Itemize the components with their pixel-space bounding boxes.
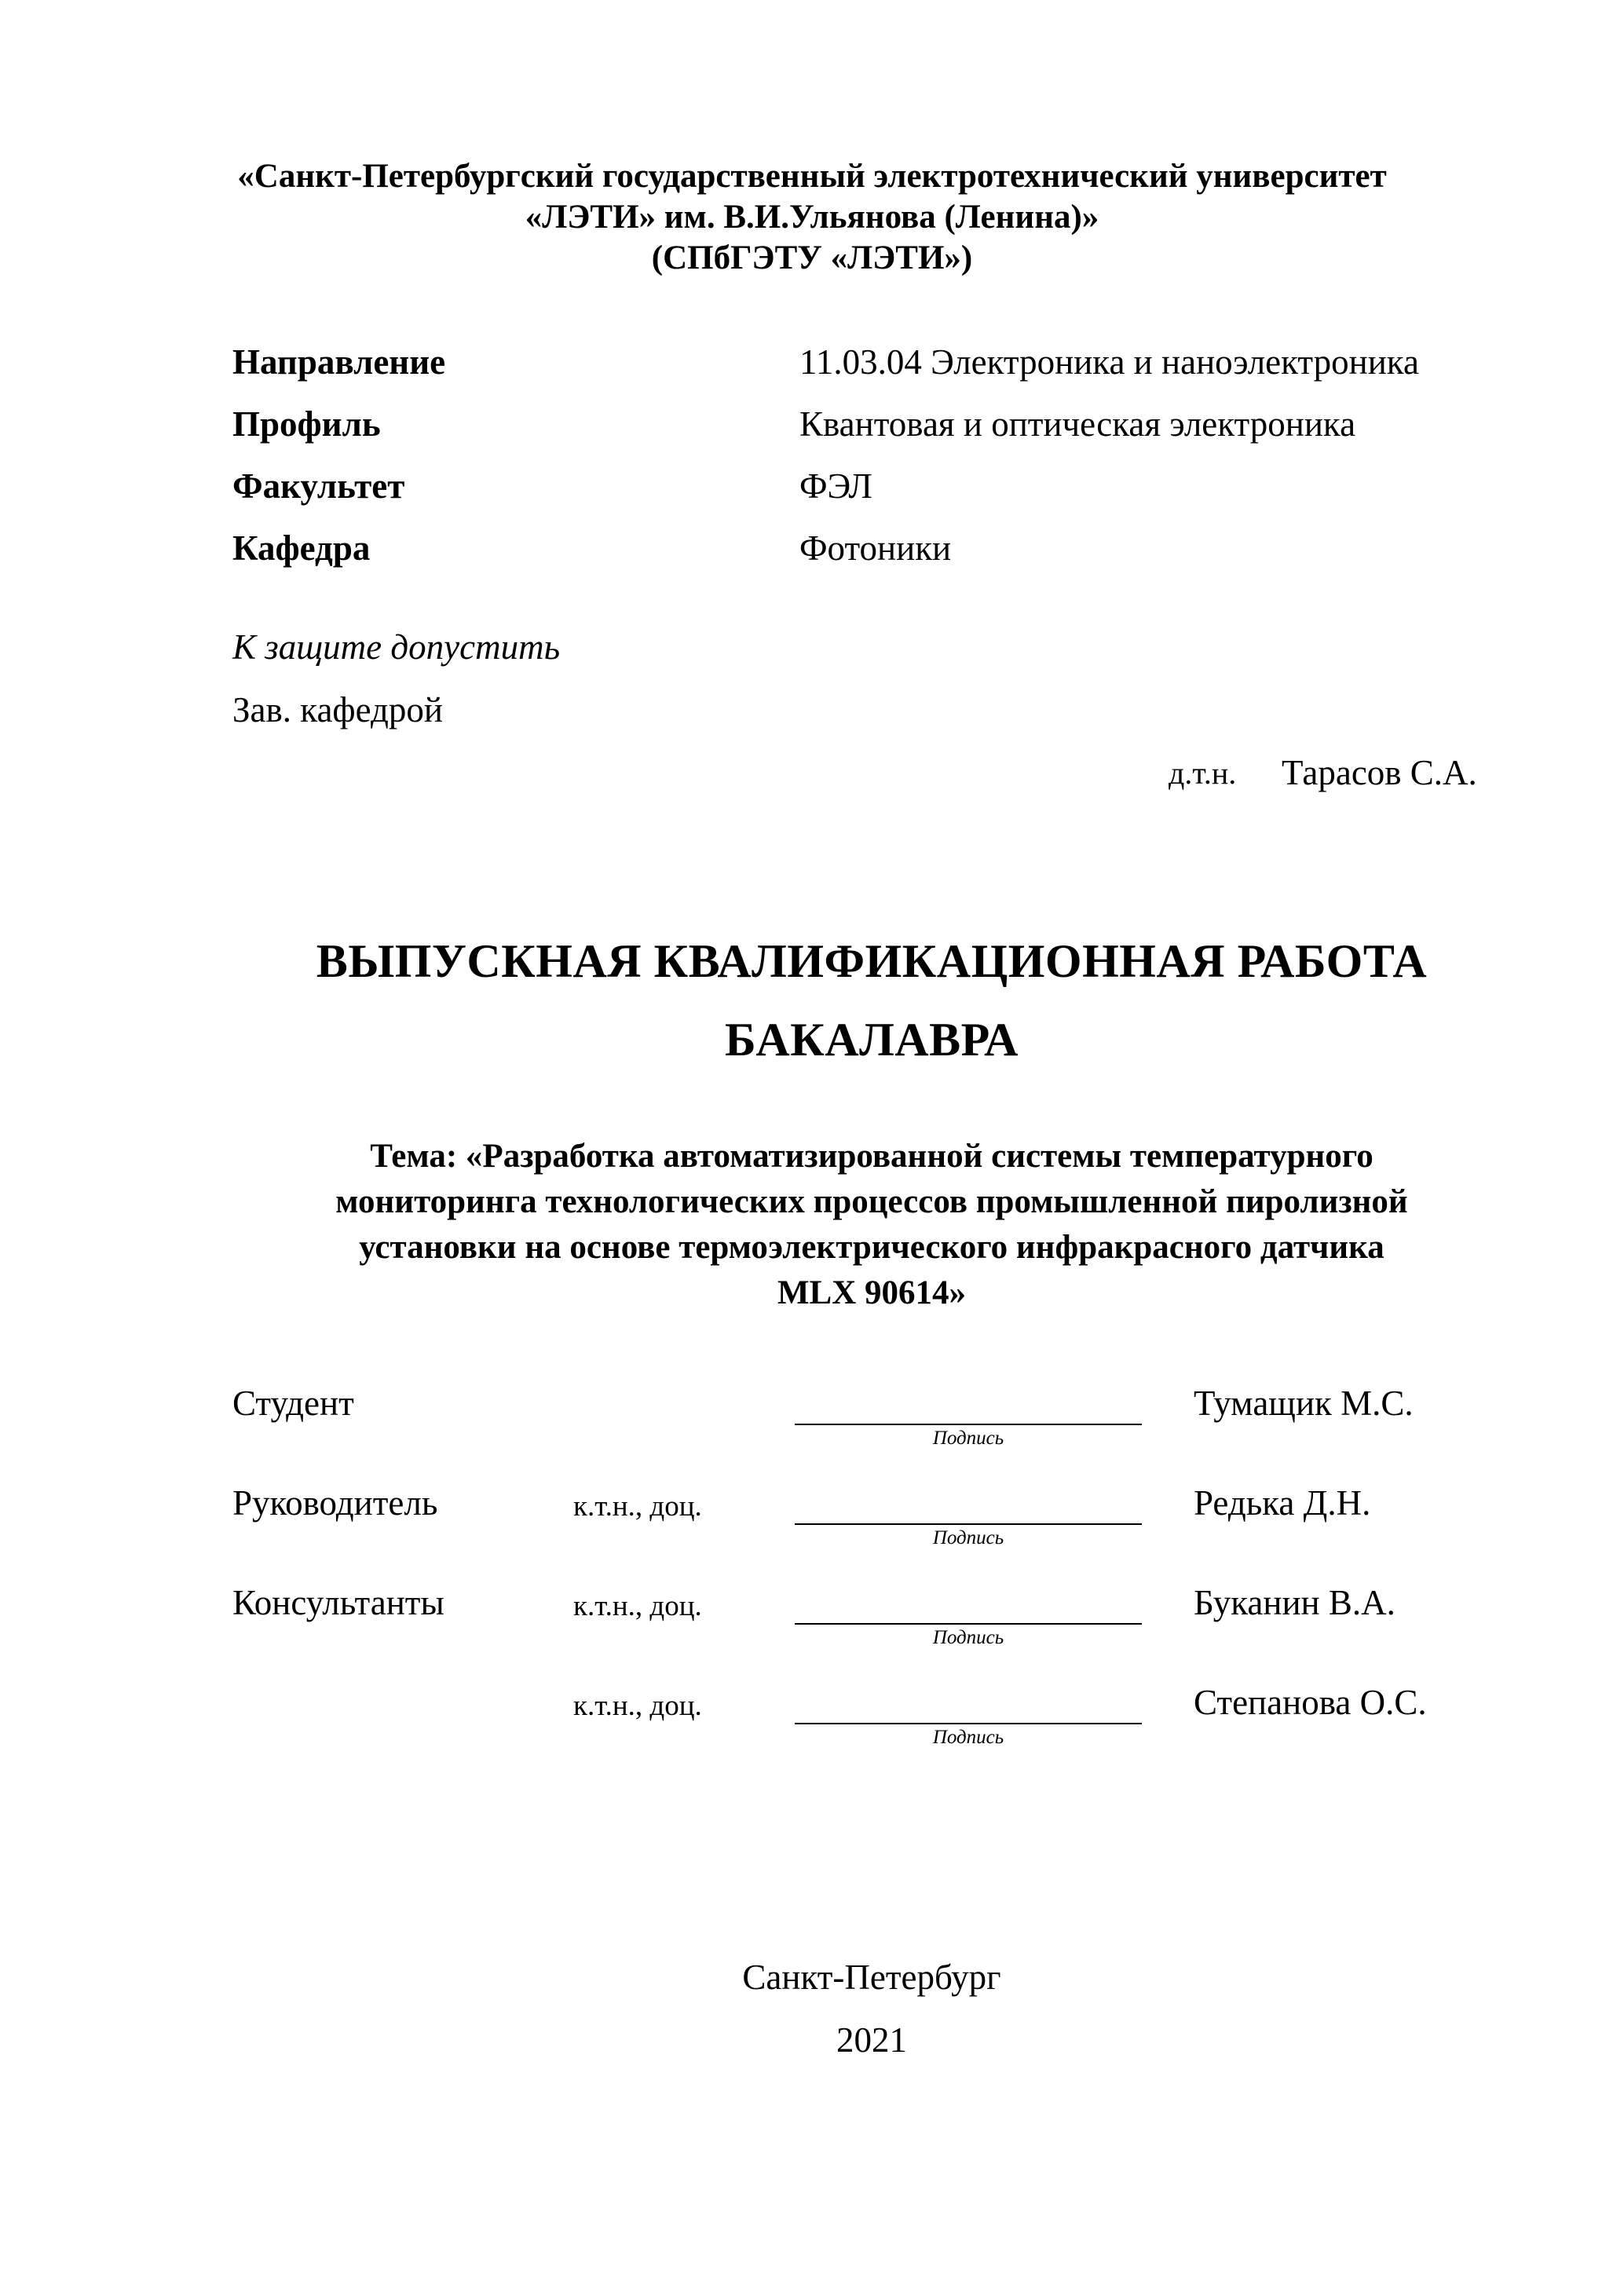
head-name: Тарасов С.А. [1282,753,1477,792]
signature-name-consultant-1: Буканин В.А. [1194,1583,1395,1622]
signature-line-consultant-2 [795,1723,1142,1724]
university-name-line1: «Санкт-Петербургский государственный электротехнический университет [237,158,1387,195]
field-label-direction: Направление [232,342,446,382]
signature-caption-supervisor: Подпись [932,1527,1004,1548]
topic-line3: установки на основе термоэлектрического инфракрасного датчика [359,1229,1384,1266]
topic-line4: MLX 90614» [777,1274,967,1311]
signature-caption-consultant-1: Подпись [932,1627,1004,1648]
signature-role-student: Студент [232,1384,354,1423]
field-label-department: Кафедра [232,528,371,568]
admit-to-defense: К защите допустить [232,627,561,667]
thesis-title-line2: БАКАЛАВРА [725,1014,1019,1066]
field-label-faculty: Факультет [232,466,405,506]
signature-role-consultants: Консультанты [232,1583,444,1622]
signature-line-student [795,1424,1142,1425]
university-name-line2: «ЛЭТИ» им. В.И.Ульянова (Ленина)» [525,199,1099,236]
signature-line-supervisor [795,1523,1142,1525]
head-degree: д.т.н. [1169,755,1237,791]
signature-role-supervisor: Руководитель [232,1483,438,1523]
field-value-direction: 11.03.04 Электроника и наноэлектроника [799,342,1419,382]
university-abbr: (СПбГЭТУ «ЛЭТИ») [651,239,973,276]
signature-name-consultant-2: Степанова О.С. [1194,1683,1427,1722]
signature-caption-consultant-2: Подпись [932,1727,1004,1748]
topic-line1: Тема: «Разработка автоматизированной системы температурного [370,1138,1373,1175]
topic-line2: мониторинга технологических процессов промышленной пиролизной [335,1183,1408,1220]
signature-name-student: Тумащик М.С. [1194,1384,1414,1423]
field-label-profile: Профиль [232,404,381,444]
signature-name-supervisor: Редька Д.Н. [1194,1483,1371,1523]
field-value-faculty: ФЭЛ [799,466,872,506]
signature-degree-supervisor: к.т.н., доц. [573,1490,702,1523]
signature-caption-student: Подпись [932,1428,1004,1449]
thesis-title-line1: ВЫПУСКНАЯ КВАЛИФИКАЦИОННАЯ РАБОТА [316,935,1428,987]
footer-city: Санкт-Петербург [742,1958,1001,1997]
head-of-department-label: Зав. кафедрой [232,690,443,729]
field-value-department: Фотоники [799,528,952,568]
field-value-profile: Квантовая и оптическая электроника [799,404,1356,444]
signature-line-consultant-1 [795,1623,1142,1625]
signature-degree-consultant-2: к.т.н., доц. [573,1690,702,1722]
footer-year: 2021 [836,2020,907,2060]
signature-degree-consultant-1: к.т.н., доц. [573,1590,702,1622]
